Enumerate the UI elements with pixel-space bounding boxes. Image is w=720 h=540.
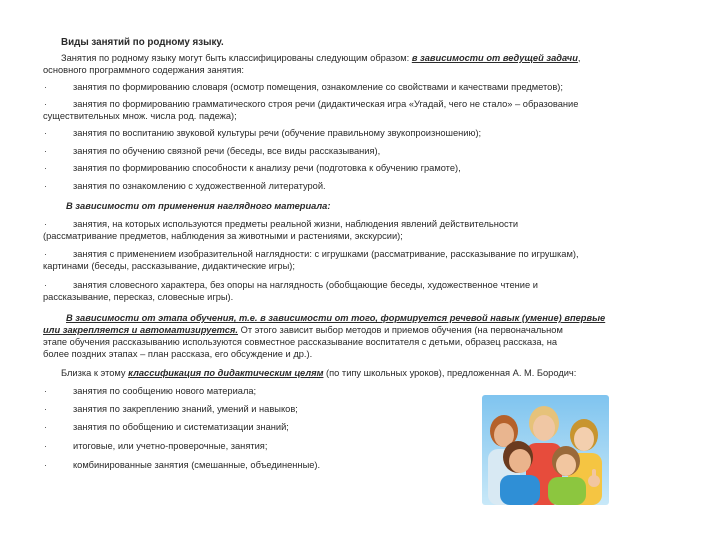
list-item: занятия по обобщению и систематизации знаний; (73, 422, 289, 432)
bullet: · (44, 460, 47, 470)
document-title: Виды занятий по родному языку. (61, 37, 224, 48)
bullet: · (44, 181, 47, 191)
children-photo (482, 395, 609, 505)
list-item: занятия по воспитанию звуковой культуры речи (обучение правильному звукопроизношению); (73, 128, 482, 138)
section-heading-visual-material: В зависимости от применения наглядного материала: (66, 201, 331, 211)
paragraph-emphasis: или закрепляется и автоматизируется. (43, 325, 238, 335)
paragraph-text: (по типу школьных уроков), предложенная А. М. Бородич: (323, 368, 577, 378)
paragraph-line (61, 367, 576, 379)
bullet: · (44, 249, 47, 259)
intro-emphasis: в зависимости от ведущей задачи (411, 53, 578, 63)
bullet: · (44, 82, 47, 92)
list-item-continuation: картинами (беседы, рассказывание, дидактические игры); (43, 261, 295, 271)
bullet: · (44, 404, 47, 414)
paragraph-line: этапе обучения рассказыванию используются совместное рассказывание воспитателя с детьми, образец рассказа, на (43, 337, 558, 347)
list-item-continuation: (рассматривание предметов, наблюдения за животными и растениями, экскурсии); (43, 231, 403, 241)
children-photo-illustration (482, 395, 609, 505)
list-item: занятия по обучению связной речи (беседы, все виды рассказывания), (73, 146, 381, 156)
paragraph-text: Близка к этому (61, 368, 129, 378)
list-item: занятия по ознакомлению с художественной литературой. (73, 181, 326, 191)
list-item: итоговые, или учетно-проверочные, занятия; (73, 441, 268, 451)
intro-comma: , (577, 53, 581, 63)
list-item-continuation: существительных множ. числа род. падежа); (43, 111, 237, 121)
paragraph-line (43, 324, 563, 336)
list-item: занятия по формированию способности к анализу речи (подготовка к обучению грамоте), (73, 163, 461, 173)
bullet: · (44, 422, 47, 432)
list-item: занятия, на которых используются предметы реальной жизни, наблюдения явлений действительности (73, 219, 519, 229)
bullet: · (44, 99, 47, 109)
bullet: · (44, 280, 47, 290)
list-item: занятия словесного характера, без опоры на наглядность (обобщающие беседы, художественное чтение и (73, 280, 538, 290)
list-item-continuation: рассказывание, пересказ, словесные игры). (43, 292, 234, 302)
list-item: занятия по формированию грамматического строя речи (дидактическая игра «Угадай, чего не стало» – образование (73, 99, 579, 109)
bullet: · (44, 386, 47, 396)
bullet: · (44, 219, 47, 229)
intro-line-1 (61, 52, 581, 64)
list-item: занятия по формированию словаря (осмотр помещения, ознакомление со свойствами и качествами предметов); (73, 82, 563, 92)
bullet: · (44, 163, 47, 173)
list-item: занятия с применением изобразительной наглядности: с игрушками (рассматривание, рассказывание по игрушкам), (73, 249, 579, 259)
section-heading-learning-stage: В зависимости от этапа обучения, т.е. в зависимости от того, формируется речевой навык (умение) впервые (66, 313, 606, 323)
intro-text: Занятия по родному языку могут быть классифицированы следующим образом: (61, 53, 412, 63)
list-item: занятия по закреплению знаний, умений и навыков; (73, 404, 298, 414)
paragraph-emphasis: классификация по дидактическим целям (128, 368, 324, 378)
list-item: комбинированные занятия (смешанные, объединенные). (73, 460, 321, 470)
intro-line-2: основного программного содержания занятия: (43, 65, 244, 75)
bullet: · (44, 146, 47, 156)
list-item: занятия по сообщению нового материала; (73, 386, 257, 396)
bullet: · (44, 128, 47, 138)
bullet: · (44, 441, 47, 451)
paragraph-line: более поздних этапах – план рассказа, его обсуждение и др.). (43, 349, 313, 359)
paragraph-text: От этого зависит выбор методов и приемов обучения (на первоначальном (238, 325, 563, 335)
